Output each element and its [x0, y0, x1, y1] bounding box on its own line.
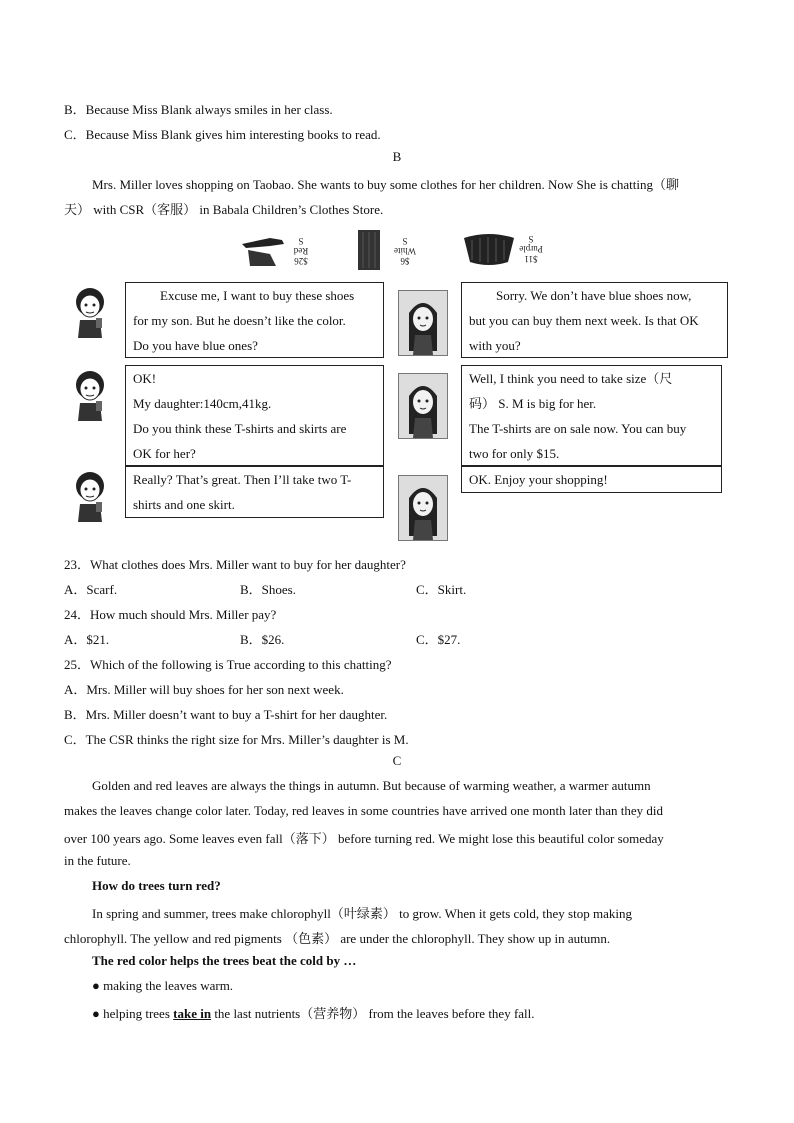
mother-message-3: Really? That’s great. Then I’ll take two T- shirts and one skirt.: [125, 466, 384, 518]
question-23: 23．What clothes does Mrs. Miller want to buy for her daughter?: [64, 557, 406, 572]
tshirt-price-tag: $11 Purple S: [519, 234, 543, 264]
section-c-p2-line1: In spring and summer, trees make chlorophyll（叶绿素） to grow. When it gets cold, they stop making: [92, 906, 632, 921]
csr-message-2: Well, I think you need to take size（尺 码） S. M is big for her. The T-shirts are on sale now. You can buy two for only $15.: [461, 365, 722, 466]
section-c-p1-line4: in the future.: [64, 853, 131, 868]
option-c-prev: C．Because Miss Blank gives him interesting books to read.: [64, 127, 381, 142]
csr-avatar: [398, 475, 448, 541]
section-c-heading-1: How do trees turn red?: [92, 878, 221, 893]
bullet-2-post: the last nutrients（营养物） from the leaves before they fall.: [211, 1006, 535, 1021]
csr-avatar: [398, 290, 448, 356]
bullet-1: ● making the leaves warm.: [92, 978, 234, 993]
tshirt-image: [462, 232, 516, 272]
section-c-p1-line1: Golden and red leaves are always the things in autumn. But because of warming weather, a warmer autumn: [92, 778, 651, 793]
csr-message-3: OK. Enjoy your shopping!: [461, 466, 722, 493]
take-in-underlined: take in: [173, 1006, 212, 1021]
q23-option-a: A．Scarf.: [64, 582, 118, 597]
q25-option-c: C．The CSR thinks the right size for Mrs. Miller’s daughter is M.: [64, 732, 409, 747]
section-c-p1-line3: over 100 years ago. Some leaves even fall（落下） before turning red. We might lose this beautiful color someday: [64, 831, 664, 846]
q25-option-b: B．Mrs. Miller doesn’t want to buy a T-shirt for her daughter.: [64, 707, 388, 722]
q24-option-a: A．$21.: [64, 632, 110, 647]
section-c-heading-2: The red color helps the trees beat the cold by …: [92, 953, 357, 968]
section-b-intro-1: Mrs. Miller loves shopping on Taobao. She wants to buy some clothes for her children. Now She is chatting（聊: [92, 177, 680, 192]
bullet-2-pre: ● helping trees: [92, 1006, 174, 1021]
mother-avatar: [70, 470, 110, 526]
mother-message-2: OK! My daughter:140cm,41kg. Do you think these T-shirts and skirts are OK for her?: [125, 365, 384, 466]
mother-avatar: [70, 286, 110, 342]
q24-option-c: C．$27.: [416, 632, 461, 647]
shoes-price-tag: $26 Red S: [293, 236, 309, 266]
csr-message-1: Sorry. We don’t have blue shoes now, but you can buy them next week. Is that OK with you?: [461, 282, 728, 358]
section-c-p1-line2: makes the leaves change color later. Today, red leaves in some countries have arrived one month later than they did: [64, 803, 664, 818]
mother-avatar: [70, 369, 110, 425]
q24-option-b: B．$26.: [240, 632, 285, 647]
q25-option-a: A．Mrs. Miller will buy shoes for her son next week.: [64, 682, 344, 697]
question-24: 24．How much should Mrs. Miller pay?: [64, 607, 277, 622]
bullet-2: [92, 1003, 535, 1022]
mother-message-1: Excuse me, I want to buy these shoes for my son. But he doesn’t like the color. Do you have blue ones?: [125, 282, 384, 358]
option-b-prev: B．Because Miss Blank always smiles in her class.: [64, 102, 333, 117]
section-b-intro-2: 天） with CSR（客服） in Babala Children’s Clothes Store.: [64, 202, 384, 217]
section-b-label: B: [392, 149, 402, 164]
q23-option-c: C．Skirt.: [416, 582, 467, 597]
shoes-image: [240, 234, 288, 274]
q23-option-b: B．Shoes.: [240, 582, 296, 597]
csr-avatar: [398, 373, 448, 439]
skirt-image: [355, 230, 383, 274]
section-c-p2-line2: chlorophyll. The yellow and red pigments （色素） are under the chlorophyll. They show up in autumn.: [64, 931, 611, 946]
skirt-price-tag: $6 White S: [394, 236, 416, 266]
question-25: 25．Which of the following is True according to this chatting?: [64, 657, 392, 672]
section-c-label: C: [392, 753, 402, 768]
